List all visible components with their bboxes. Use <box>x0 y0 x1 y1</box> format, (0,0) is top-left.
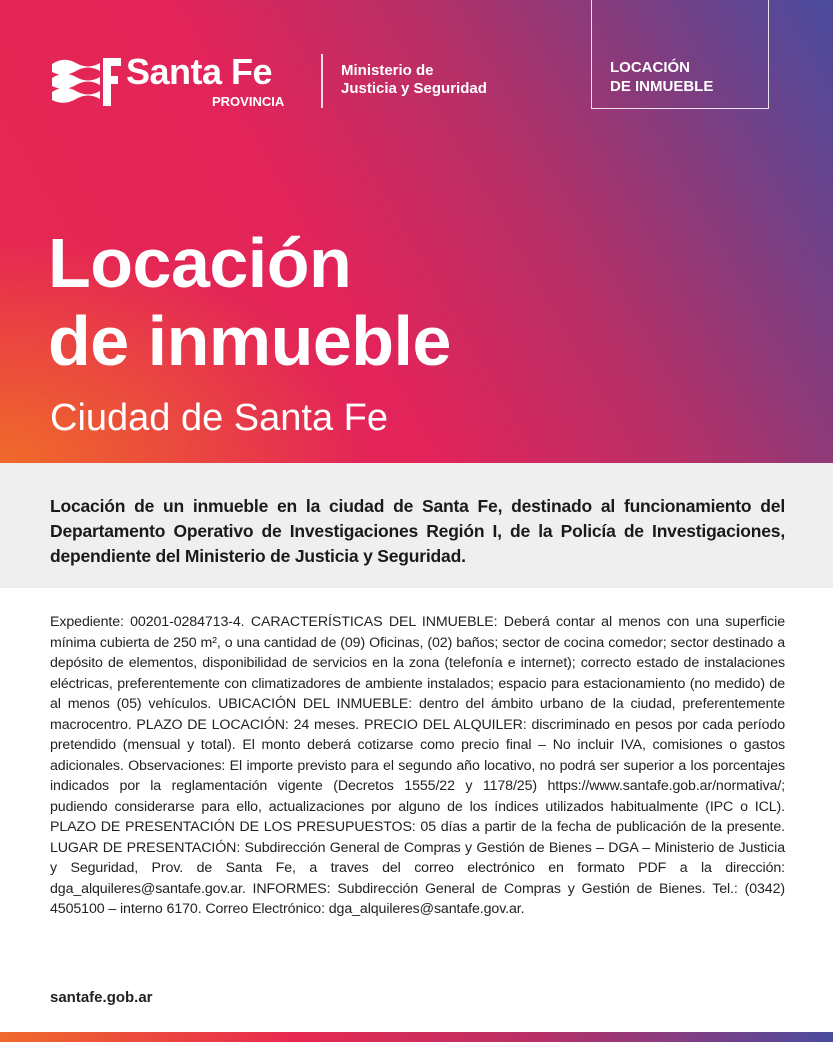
header-divider <box>321 54 323 108</box>
body-text: Expediente: 00201-0284713-4. CARACTERÍSTICAS DEL INMUEBLE: Deberá contar al menos con una superficie mínima cubierta de 250 m², o una cantidad de (09) Oficinas, (02) baños; sector de cocina comedor; sector destinado a depósito de elementos, disponibilidad de servicios en la zona (telefonía e internet); correcto estado de instalaciones eléctricas, preferentemente con climatizadores de ambiente instalados; espacio para estacionamiento (no medido) de al menos (05) vehículos. UBICACIÓN DEL INMUEBLE: dentro del ámbito urbano de la ciudad, preferentemente macrocentro. PLAZO DE LOCACIÓN: 24 meses. PRECIO DEL ALQUILER: discriminado en pesos por cada período pretendido (mensual y total). El monto deberá cotizarse como precio final – No incluir IVA, comisiones o gastos adicionales. Observaciones: El importe previsto para el segundo año locativo, no podrá ser superior a los porcentajes indicados por la reglamentación vigente (Decretos 1555/22 y 1178/25) https://www.santafe.gob.ar/normativa/; pudiendo considerarse para ello, actualizaciones por alguno de los índices utilizados habitualmente (IPC o ICL). PLAZO DE PRESENTACIÓN DE LOS PRESUPUESTOS: 05 días a partir de la fecha de publicación de la presente. LUGAR DE PRESENTACIÓN: Subdirección General de Compras y Gestión de Bienes – DGA – Ministerio de Justicia y Seguridad, Prov. de Santa Fe, a traves del correo electrónico en formato PDF a la dirección: dga_alquileres@santafe.gov.ar. INFORMES: Subdirección General de Compras y Gestión de Bienes. Tel.: (0342) 4505100 – interno 6170. Correo Electrónico: dga_alquileres@santafe.gov.ar. <box>50 614 785 917</box>
footer-url-link[interactable]: santafe.gob.ar <box>50 989 153 1006</box>
logo-subtitle: PROVINCIA <box>212 94 285 109</box>
summary-section <box>0 463 833 588</box>
page-title <box>48 224 451 380</box>
logo-name: Santa Fe <box>126 51 273 92</box>
summary-text: Locación de un inmueble en la ciudad de Santa Fe, destinado al funcionamiento del Departamento Operativo de Investigaciones Región I, de la Policía de Investigaciones, dependiente del Ministerio de Justicia y Seguridad. <box>50 496 785 566</box>
ministry-name <box>341 62 487 98</box>
title-line-2: de inmueble <box>48 302 451 380</box>
tag-line-1: LOCACIÓN <box>610 59 690 76</box>
title-line-1: Locación <box>48 224 352 302</box>
page-subtitle: Ciudad de Santa Fe <box>50 397 389 439</box>
bottom-gradient-bar <box>0 1032 833 1042</box>
ministry-line-1: Ministerio de <box>341 62 434 79</box>
santa-fe-flag-icon <box>50 54 122 110</box>
ministry-line-2: Justicia y Seguridad <box>341 80 487 97</box>
santa-fe-logo <box>50 51 300 112</box>
tag-line-2: DE INMUEBLE <box>610 78 714 95</box>
category-tag <box>591 0 769 109</box>
hero-banner <box>0 0 833 463</box>
